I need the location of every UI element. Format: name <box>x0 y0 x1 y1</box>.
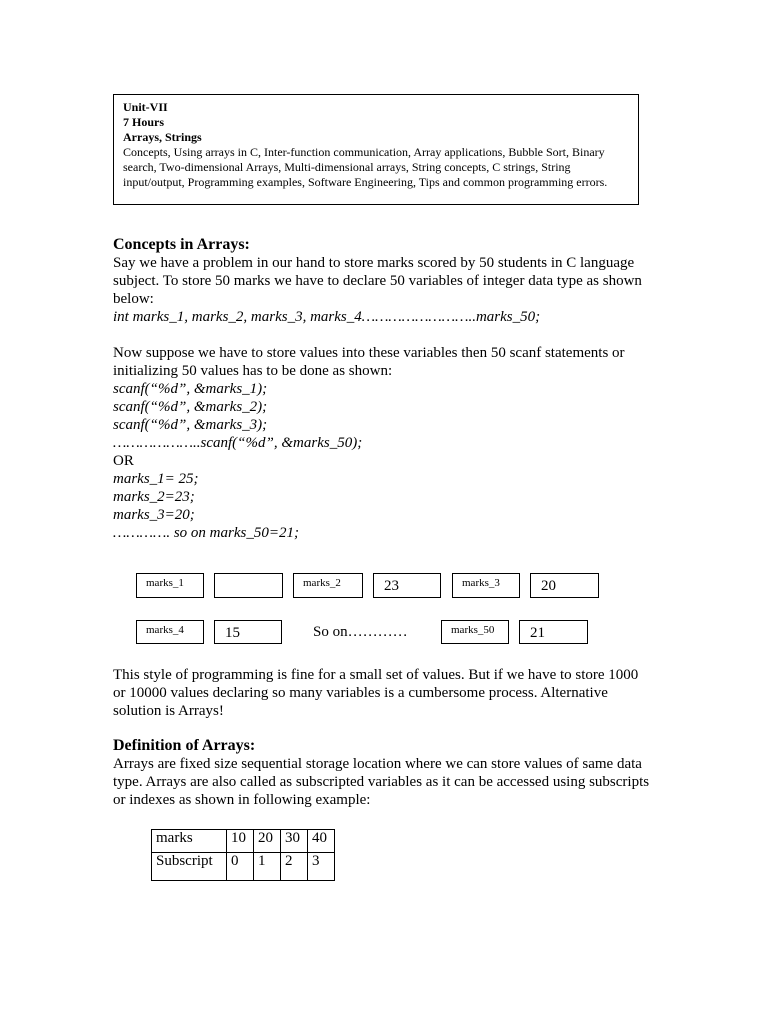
table-cell: 30 <box>281 830 308 853</box>
table-row <box>152 830 335 853</box>
definition-heading: Definition of Arrays: <box>113 737 256 754</box>
so-on-label: So on………… <box>313 624 408 640</box>
scanf-line-3: scanf(“%d”, &marks_3); <box>113 417 268 433</box>
scanf-line-2: scanf(“%d”, &marks_2); <box>113 399 268 415</box>
var-value-box <box>214 573 283 598</box>
var-name-box: marks_2 <box>293 573 363 598</box>
table-cell: 2 <box>281 853 308 881</box>
assign-line-4: …………. so on marks_50=21; <box>113 525 299 541</box>
definition-text: Arrays are fixed size sequential storage location where we can store values of same data type. Arrays are also called as subscripted variables as it can be accessed using subscripts or indexes as shown in following example: <box>113 756 650 808</box>
var-name-box: marks_1 <box>136 573 204 598</box>
var-name-box: marks_3 <box>452 573 520 598</box>
topic-label: Arrays, Strings <box>123 130 202 144</box>
var-value-box: 23 <box>373 573 441 598</box>
concepts-para2: Now suppose we have to store values into these variables then 50 scanf statements or initializing 50 values has to be done as shown: <box>113 345 625 379</box>
concepts-heading: Concepts in Arrays: <box>113 236 250 253</box>
syllabus-box <box>113 94 639 205</box>
concepts-intro: Say we have a problem in our hand to store marks scored by 50 students in C language subject. To store 50 marks we have to declare 50 variables of integer data type as shown below: <box>113 255 642 307</box>
scanf-line-1: scanf(“%d”, &marks_1); <box>113 381 268 397</box>
var-name-box: marks_4 <box>136 620 204 644</box>
table-cell: 20 <box>254 830 281 853</box>
table-cell: Subscript <box>152 853 227 881</box>
table-cell: marks <box>152 830 227 853</box>
assign-line-1: marks_1= 25; <box>113 471 199 487</box>
table-cell: 3 <box>308 853 335 881</box>
var-value-box: 15 <box>214 620 282 644</box>
table-row <box>152 853 335 881</box>
assign-line-3: marks_3=20; <box>113 507 195 523</box>
var-name-box: marks_50 <box>441 620 509 644</box>
table-cell: 0 <box>227 853 254 881</box>
hours-label: 7 Hours <box>123 115 165 129</box>
table-cell: 40 <box>308 830 335 853</box>
var-value-box: 20 <box>530 573 599 598</box>
syllabus-content: Concepts, Using arrays in C, Inter-function communication, Array applications, Bubble Sort, Binary search, Two-dimensional Arrays, Multi-dimensional arrays, String concepts, C strings, String input/output, Programming examples, Software Engineering, Tips and common programming errors. <box>123 145 608 189</box>
unit-label: Unit-VII <box>123 100 168 114</box>
scanf-line-4: ………………..scanf(“%d”, &marks_50); <box>113 435 363 451</box>
or-label: OR <box>113 453 134 469</box>
var-value-box: 21 <box>519 620 588 644</box>
assign-line-2: marks_2=23; <box>113 489 195 505</box>
array-table <box>151 829 335 881</box>
definition-section <box>113 737 653 809</box>
table-cell: 10 <box>227 830 254 853</box>
cumbersome-paragraph: This style of programming is fine for a small set of values. But if we have to store 1000 or 10000 values declaring so many variables is a cumbersome process. Alternative solution is Arrays! <box>113 667 639 719</box>
table-cell: 1 <box>254 853 281 881</box>
concepts-section <box>113 236 653 542</box>
declaration-line: int marks_1, marks_2, marks_3, marks_4……………………..marks_50; <box>113 309 541 325</box>
